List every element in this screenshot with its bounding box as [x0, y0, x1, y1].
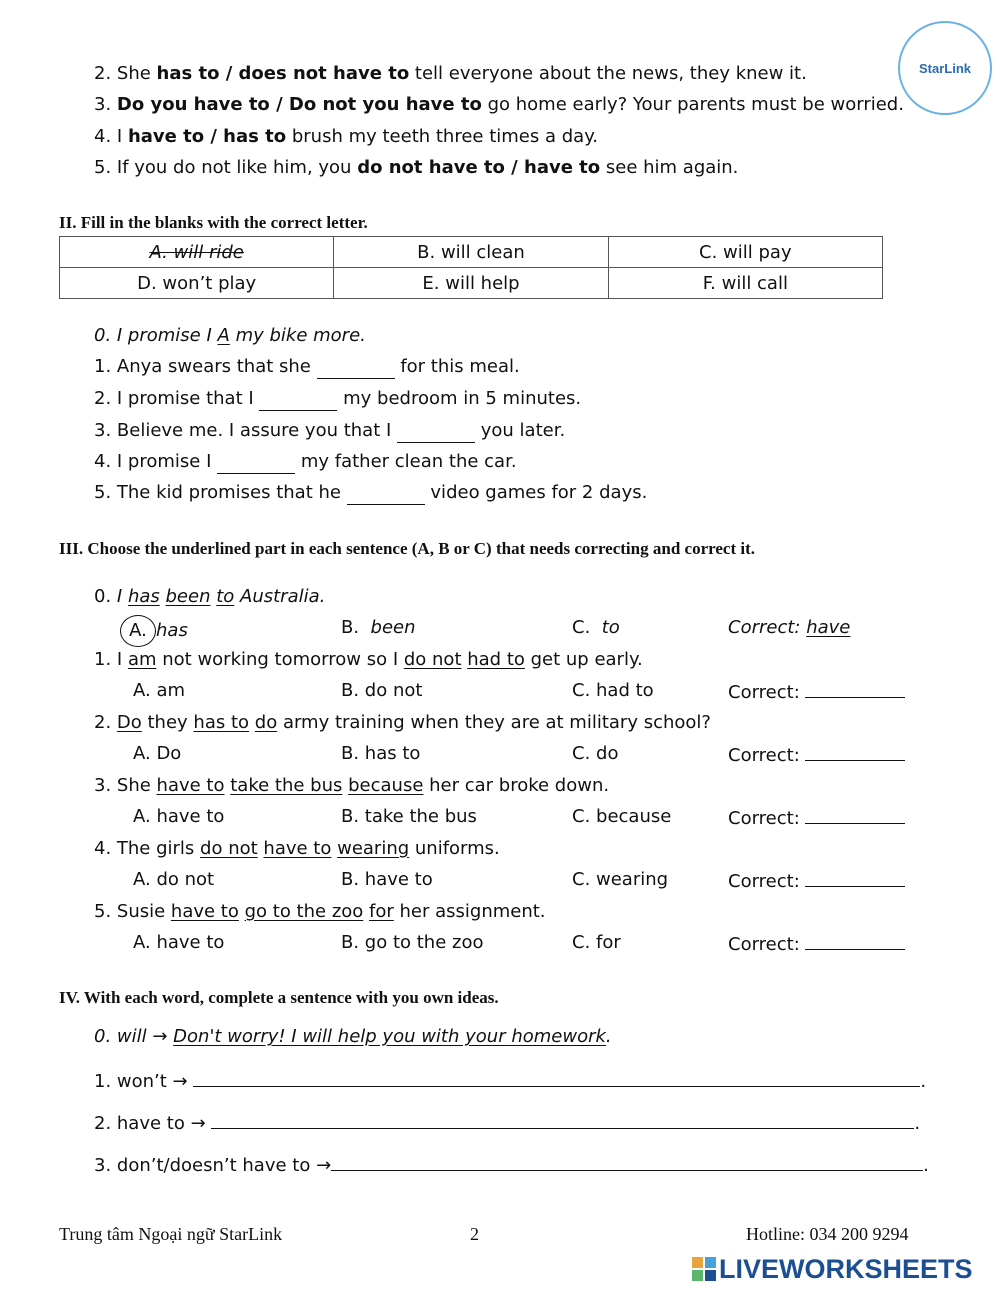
q1-choice-c[interactable]: C. had to — [572, 680, 654, 701]
options-table — [59, 236, 883, 299]
footer-hotline: Hotline: 034 200 9294 — [746, 1224, 909, 1244]
option-a: A. will ride — [60, 237, 334, 268]
q2-correct-blank[interactable] — [805, 742, 905, 761]
liveworksheets-icon — [692, 1257, 716, 1281]
arrow-right-icon: → — [316, 1155, 332, 1176]
section4-item-3: 3. don’t/doesn’t have to → . — [94, 1152, 929, 1178]
liveworksheets-logo — [692, 1254, 973, 1284]
section4-heading: IV. With each word, complete a sentence with you own ideas. — [59, 988, 499, 1007]
sentence-input-2[interactable] — [211, 1110, 914, 1129]
example-choice-a: A. has — [128, 615, 188, 647]
part1-item-5: 5. If you do not like him, you do not have to / have to see him again. — [94, 157, 739, 178]
q2-choice-a[interactable]: A. Do — [133, 743, 182, 764]
section3-example-sentence: 0. I has been to Australia. — [94, 586, 326, 607]
option-d: D. won’t play — [60, 268, 334, 299]
section2-item-5: 5. The kid promises that he video games for 2 days. — [94, 482, 648, 503]
example-choice-b: B. been — [341, 617, 416, 638]
starlink-logo — [898, 21, 992, 115]
q4-correct: Correct: — [728, 868, 905, 894]
blank-input-4[interactable] — [217, 453, 295, 474]
arrow-right-icon: → — [172, 1071, 188, 1092]
section2-item-1: 1. Anya swears that she for this meal. — [94, 356, 520, 377]
q5-choice-b[interactable]: B. go to the zoo — [341, 932, 484, 953]
option-e: E. will help — [334, 268, 608, 299]
section4-item-2: 2. have to → . — [94, 1110, 920, 1136]
section3-heading: III. Choose the underlined part in each sentence (A, B or C) that needs correcting and correct it. — [59, 539, 755, 558]
section2-item-2: 2. I promise that I my bedroom in 5 minutes. — [94, 388, 582, 409]
q1-correct-blank[interactable] — [805, 679, 905, 698]
example-correct: Correct: have — [728, 617, 851, 638]
section2-item-3: 3. Believe me. I assure you that I you later. — [94, 420, 566, 441]
part1-item-4: 4. I have to / has to brush my teeth three times a day. — [94, 126, 598, 147]
section2-item-4: 4. I promise I my father clean the car. — [94, 451, 517, 472]
q3-choice-c[interactable]: C. because — [572, 806, 672, 827]
q5-correct: Correct: — [728, 931, 905, 957]
blank-input-2[interactable] — [259, 390, 337, 411]
option-c: C. will pay — [608, 237, 882, 268]
q4-correct-blank[interactable] — [805, 868, 905, 887]
option-b: B. will clean — [334, 237, 608, 268]
answer-circle: A. — [120, 615, 156, 647]
blank-input-1[interactable] — [317, 358, 395, 379]
q4-choice-a[interactable]: A. do not — [133, 869, 215, 890]
arrow-right-icon: → — [190, 1113, 206, 1134]
section3-q3: 3. She have to take the bus because her car broke down. — [94, 775, 610, 796]
section4-example: 0. will → Don't worry! I will help you with your homework. — [94, 1026, 612, 1047]
section3-q1: 1. I am not working tomorrow so I do not had to get up early. — [94, 649, 643, 670]
footer-center-name: Trung tâm Ngoại ngữ StarLink — [59, 1224, 283, 1244]
q1-correct: Correct: — [728, 679, 905, 705]
q4-choice-b[interactable]: B. have to — [341, 869, 433, 890]
q2-correct: Correct: — [728, 742, 905, 768]
example-choice-c: C. to — [572, 617, 620, 638]
q2-choice-c[interactable]: C. do — [572, 743, 619, 764]
q5-choice-c[interactable]: C. for — [572, 932, 621, 953]
q5-correct-blank[interactable] — [805, 931, 905, 950]
section3-q2: 2. Do they has to do army training when they are at military school? — [94, 712, 711, 733]
q3-choice-b[interactable]: B. take the bus — [341, 806, 477, 827]
blank-input-3[interactable] — [397, 422, 475, 443]
q5-choice-a[interactable]: A. have to — [133, 932, 225, 953]
sentence-input-1[interactable] — [193, 1068, 920, 1087]
part1-item-3: 3. Do you have to / Do not you have to go home early? Your parents must be worried. — [94, 94, 904, 115]
logo-text: StarLink — [918, 60, 971, 76]
part1-item-2: 2. She has to / does not have to tell everyone about the news, they knew it. — [94, 63, 807, 84]
q3-choice-a[interactable]: A. have to — [133, 806, 225, 827]
sentence-input-3[interactable] — [331, 1152, 923, 1171]
section3-q5: 5. Susie have to go to the zoo for her assignment. — [94, 901, 546, 922]
q1-choice-a[interactable]: A. am — [133, 680, 186, 701]
q4-choice-c[interactable]: C. wearing — [572, 869, 669, 890]
arrow-right-icon: → — [152, 1026, 168, 1047]
option-f: F. will call — [608, 268, 882, 299]
q3-correct: Correct: — [728, 805, 905, 831]
section4-item-1: 1. won’t → . — [94, 1068, 926, 1094]
q3-correct-blank[interactable] — [805, 805, 905, 824]
section3-q4: 4. The girls do not have to wearing uniforms. — [94, 838, 500, 859]
section2-example: 0. I promise I A my bike more. — [94, 325, 366, 346]
liveworksheets-text: LIVEWORKSHEETS — [719, 1253, 973, 1284]
blank-input-5[interactable] — [347, 484, 425, 505]
footer-page-number: 2 — [470, 1224, 479, 1244]
q1-choice-b[interactable]: B. do not — [341, 680, 423, 701]
section2-heading: II. Fill in the blanks with the correct letter. — [59, 213, 368, 232]
q2-choice-b[interactable]: B. has to — [341, 743, 421, 764]
